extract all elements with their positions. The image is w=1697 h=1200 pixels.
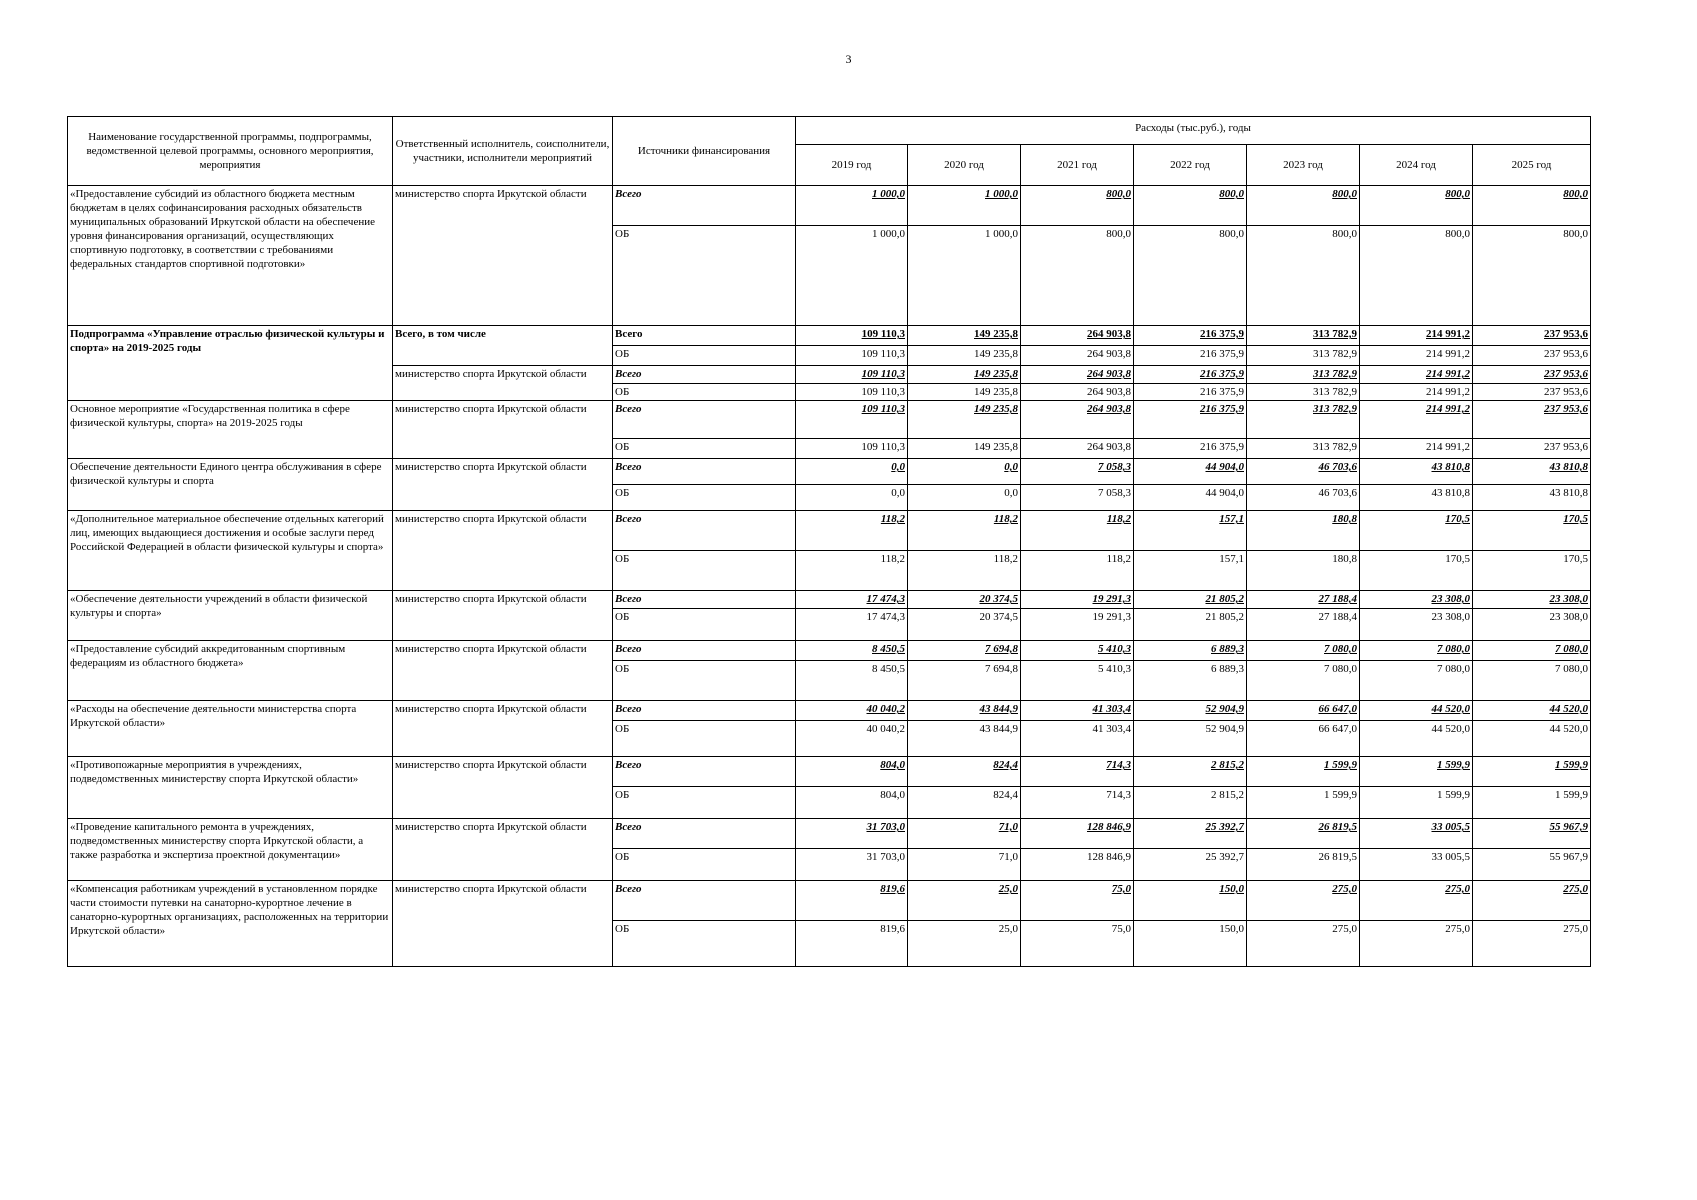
- value-total-cell: 275,0: [1247, 881, 1360, 921]
- value-total-cell: 6 889,3: [1134, 641, 1247, 661]
- value-total-cell: 819,6: [796, 881, 908, 921]
- value-ob-cell: 264 903,8: [1021, 439, 1134, 459]
- value-total-cell: 714,3: [1021, 757, 1134, 787]
- table-row: [68, 701, 1591, 721]
- value-ob-cell: 216 375,9: [1134, 384, 1247, 401]
- value-total-cell: 7 694,8: [908, 641, 1021, 661]
- value-ob-cell: 7 058,3: [1021, 485, 1134, 511]
- value-ob-cell: 109 110,3: [796, 346, 908, 366]
- value-total-cell: 800,0: [1247, 186, 1360, 226]
- value-total-cell: 214 991,2: [1360, 366, 1473, 384]
- source-total: Всего: [613, 366, 796, 384]
- value-ob-cell: 216 375,9: [1134, 439, 1247, 459]
- source-total: Всего: [613, 186, 796, 226]
- row-executor: министерство спорта Иркутской области: [393, 511, 613, 591]
- source-ob: ОБ: [613, 485, 796, 511]
- source-ob: ОБ: [613, 346, 796, 366]
- value-ob-cell: 41 303,4: [1021, 721, 1134, 757]
- value-ob-cell: 40 040,2: [796, 721, 908, 757]
- value-total-cell: 31 703,0: [796, 819, 908, 849]
- value-ob-cell: 149 235,8: [908, 439, 1021, 459]
- value-total-cell: 109 110,3: [796, 326, 908, 346]
- value-total-cell: 25,0: [908, 881, 1021, 921]
- value-total-cell: 824,4: [908, 757, 1021, 787]
- table-body: [68, 186, 1591, 967]
- table-row: [68, 881, 1591, 921]
- value-ob-cell: 43 844,9: [908, 721, 1021, 757]
- source-total: Всего: [613, 819, 796, 849]
- value-ob-cell: 27 188,4: [1247, 609, 1360, 641]
- row-executor: министерство спорта Иркутской области: [393, 757, 613, 819]
- value-total-cell: 237 953,6: [1473, 326, 1591, 346]
- value-total-cell: 46 703,6: [1247, 459, 1360, 485]
- value-total-cell: 237 953,6: [1473, 366, 1591, 384]
- value-ob-cell: 6 889,3: [1134, 661, 1247, 701]
- header-year: 2023 год: [1247, 145, 1360, 186]
- value-total-cell: 71,0: [908, 819, 1021, 849]
- row-name: «Компенсация работникам учреждений в установленном порядке части стоимости путевки на санаторно-курортное лечение в санаторно-курортных организациях, расположенных на территории Иркутской области»: [68, 881, 393, 967]
- value-ob-cell: 214 991,2: [1360, 346, 1473, 366]
- value-total-cell: 1 000,0: [796, 186, 908, 226]
- value-total-cell: 1 599,9: [1360, 757, 1473, 787]
- value-ob-cell: 214 991,2: [1360, 439, 1473, 459]
- source-ob: ОБ: [613, 439, 796, 459]
- value-ob-cell: 157,1: [1134, 551, 1247, 591]
- value-total-cell: 43 844,9: [908, 701, 1021, 721]
- value-total-cell: 23 308,0: [1473, 591, 1591, 609]
- value-ob-cell: 44 520,0: [1360, 721, 1473, 757]
- value-total-cell: 21 805,2: [1134, 591, 1247, 609]
- value-total-cell: 170,5: [1360, 511, 1473, 551]
- value-total-cell: 8 450,5: [796, 641, 908, 661]
- value-total-cell: 26 819,5: [1247, 819, 1360, 849]
- value-ob-cell: 75,0: [1021, 921, 1134, 967]
- value-ob-cell: 8 450,5: [796, 661, 908, 701]
- value-total-cell: 5 410,3: [1021, 641, 1134, 661]
- source-ob: ОБ: [613, 384, 796, 401]
- table-row: [68, 591, 1591, 609]
- value-total-cell: 23 308,0: [1360, 591, 1473, 609]
- value-total-cell: 264 903,8: [1021, 326, 1134, 346]
- value-ob-cell: 5 410,3: [1021, 661, 1134, 701]
- value-total-cell: 118,2: [1021, 511, 1134, 551]
- table-row: [68, 641, 1591, 661]
- source-total: Всего: [613, 757, 796, 787]
- row-executor: министерство спорта Иркутской области: [393, 459, 613, 511]
- value-total-cell: 1 000,0: [908, 186, 1021, 226]
- value-ob-cell: 1 599,9: [1360, 787, 1473, 819]
- value-ob-cell: 109 110,3: [796, 384, 908, 401]
- row-executor: министерство спорта Иркутской области: [393, 641, 613, 701]
- value-ob-cell: 33 005,5: [1360, 849, 1473, 881]
- value-ob-cell: 46 703,6: [1247, 485, 1360, 511]
- source-ob: ОБ: [613, 661, 796, 701]
- value-ob-cell: 66 647,0: [1247, 721, 1360, 757]
- value-ob-cell: 313 782,9: [1247, 384, 1360, 401]
- value-ob-cell: 44 904,0: [1134, 485, 1247, 511]
- value-total-cell: 43 810,8: [1360, 459, 1473, 485]
- value-total-cell: 237 953,6: [1473, 401, 1591, 439]
- value-ob-cell: 264 903,8: [1021, 346, 1134, 366]
- value-total-cell: 313 782,9: [1247, 366, 1360, 384]
- value-ob-cell: 118,2: [796, 551, 908, 591]
- row-executor: министерство спорта Иркутской области: [393, 819, 613, 881]
- value-ob-cell: 55 967,9: [1473, 849, 1591, 881]
- value-ob-cell: 149 235,8: [908, 384, 1021, 401]
- value-ob-cell: 21 805,2: [1134, 609, 1247, 641]
- value-total-cell: 20 374,5: [908, 591, 1021, 609]
- source-ob: ОБ: [613, 609, 796, 641]
- value-ob-cell: 214 991,2: [1360, 384, 1473, 401]
- row-executor: министерство спорта Иркутской области: [393, 401, 613, 459]
- row-name: «Расходы на обеспечение деятельности министерства спорта Иркутской области»: [68, 701, 393, 757]
- source-ob: ОБ: [613, 849, 796, 881]
- value-ob-cell: 313 782,9: [1247, 439, 1360, 459]
- value-ob-cell: 275,0: [1473, 921, 1591, 967]
- value-ob-cell: 149 235,8: [908, 346, 1021, 366]
- header-year: 2024 год: [1360, 145, 1473, 186]
- value-total-cell: 7 080,0: [1360, 641, 1473, 661]
- header-row: [68, 117, 1591, 145]
- source-total: Всего: [613, 401, 796, 439]
- value-ob-cell: 237 953,6: [1473, 384, 1591, 401]
- value-total-cell: 800,0: [1134, 186, 1247, 226]
- table-row: [68, 819, 1591, 849]
- value-total-cell: 25 392,7: [1134, 819, 1247, 849]
- value-total-cell: 1 599,9: [1473, 757, 1591, 787]
- page-number: 3: [845, 52, 852, 66]
- row-name: Обеспечение деятельности Единого центра обслуживания в сфере физической культуры и спорта: [68, 459, 393, 511]
- header-executor: Ответственный исполнитель, соисполнители, участники, исполнители мероприятий: [393, 117, 613, 186]
- value-total-cell: 216 375,9: [1134, 366, 1247, 384]
- row-executor: Всего, в том числе: [393, 326, 613, 366]
- value-ob-cell: 44 520,0: [1473, 721, 1591, 757]
- source-total: Всего: [613, 641, 796, 661]
- value-total-cell: 216 375,9: [1134, 401, 1247, 439]
- value-total-cell: 800,0: [1021, 186, 1134, 226]
- value-total-cell: 275,0: [1360, 881, 1473, 921]
- value-ob-cell: 819,6: [796, 921, 908, 967]
- value-total-cell: 66 647,0: [1247, 701, 1360, 721]
- value-ob-cell: 800,0: [1021, 226, 1134, 326]
- row-name: «Дополнительное материальное обеспечение отдельных категорий лиц, имеющих выдающиеся достижения и особые заслуги перед Российской Федерацией в области физической культуры и спорта»: [68, 511, 393, 591]
- value-ob-cell: 0,0: [796, 485, 908, 511]
- value-ob-cell: 180,8: [1247, 551, 1360, 591]
- value-total-cell: 128 846,9: [1021, 819, 1134, 849]
- value-ob-cell: 23 308,0: [1473, 609, 1591, 641]
- value-ob-cell: 237 953,6: [1473, 346, 1591, 366]
- value-total-cell: 7 058,3: [1021, 459, 1134, 485]
- value-total-cell: 109 110,3: [796, 366, 908, 384]
- value-total-cell: 170,5: [1473, 511, 1591, 551]
- source-total: Всего: [613, 511, 796, 551]
- value-ob-cell: 264 903,8: [1021, 384, 1134, 401]
- source-total: Всего: [613, 326, 796, 346]
- value-total-cell: 313 782,9: [1247, 401, 1360, 439]
- value-total-cell: 44 520,0: [1473, 701, 1591, 721]
- value-total-cell: 264 903,8: [1021, 401, 1134, 439]
- row-name: «Предоставление субсидий из областного бюджета местным бюджетам в целях софинансирования расходных обязательств муниципальных образований Иркутской области на обеспечение уровня финансирования организаций, осуществляющих спортивную подготовку, в соответствии с требованиями федеральных стандартов спортивной подготовки»: [68, 186, 393, 326]
- source-ob: ОБ: [613, 921, 796, 967]
- value-total-cell: 214 991,2: [1360, 326, 1473, 346]
- value-ob-cell: 1 599,9: [1247, 787, 1360, 819]
- value-total-cell: 40 040,2: [796, 701, 908, 721]
- value-ob-cell: 1 599,9: [1473, 787, 1591, 819]
- value-ob-cell: 19 291,3: [1021, 609, 1134, 641]
- header-year: 2019 год: [796, 145, 908, 186]
- value-total-cell: 118,2: [908, 511, 1021, 551]
- source-ob: ОБ: [613, 551, 796, 591]
- value-total-cell: 0,0: [796, 459, 908, 485]
- source-total: Всего: [613, 459, 796, 485]
- value-ob-cell: 52 904,9: [1134, 721, 1247, 757]
- value-ob-cell: 43 810,8: [1473, 485, 1591, 511]
- value-ob-cell: 800,0: [1473, 226, 1591, 326]
- row-executor: министерство спорта Иркутской области: [393, 881, 613, 967]
- value-ob-cell: 2 815,2: [1134, 787, 1247, 819]
- header-name: Наименование государственной программы, подпрограммы, ведомственной целевой программы, основного мероприятия, мероприятия: [68, 117, 393, 186]
- value-ob-cell: 275,0: [1247, 921, 1360, 967]
- value-ob-cell: 128 846,9: [1021, 849, 1134, 881]
- header-year: 2022 год: [1134, 145, 1247, 186]
- header-source: Источники финансирования: [613, 117, 796, 186]
- value-ob-cell: 800,0: [1360, 226, 1473, 326]
- value-total-cell: 52 904,9: [1134, 701, 1247, 721]
- value-ob-cell: 118,2: [908, 551, 1021, 591]
- table-row: [68, 186, 1591, 226]
- header-year: 2021 год: [1021, 145, 1134, 186]
- value-total-cell: 118,2: [796, 511, 908, 551]
- value-total-cell: 264 903,8: [1021, 366, 1134, 384]
- value-total-cell: 75,0: [1021, 881, 1134, 921]
- value-ob-cell: 1 000,0: [796, 226, 908, 326]
- value-ob-cell: 23 308,0: [1360, 609, 1473, 641]
- table-row: [68, 401, 1591, 439]
- value-total-cell: 109 110,3: [796, 401, 908, 439]
- value-ob-cell: 275,0: [1360, 921, 1473, 967]
- value-total-cell: 275,0: [1473, 881, 1591, 921]
- row-executor: министерство спорта Иркутской области: [393, 186, 613, 326]
- value-total-cell: 313 782,9: [1247, 326, 1360, 346]
- value-ob-cell: 20 374,5: [908, 609, 1021, 641]
- table-row: [68, 459, 1591, 485]
- source-ob: ОБ: [613, 721, 796, 757]
- value-ob-cell: 800,0: [1134, 226, 1247, 326]
- value-total-cell: 2 815,2: [1134, 757, 1247, 787]
- value-total-cell: 804,0: [796, 757, 908, 787]
- value-total-cell: 55 967,9: [1473, 819, 1591, 849]
- value-ob-cell: 17 474,3: [796, 609, 908, 641]
- row-name: «Обеспечение деятельности учреждений в области физической культуры и спорта»: [68, 591, 393, 641]
- value-total-cell: 41 303,4: [1021, 701, 1134, 721]
- value-total-cell: 149 235,8: [908, 326, 1021, 346]
- source-total: Всего: [613, 881, 796, 921]
- value-total-cell: 214 991,2: [1360, 401, 1473, 439]
- table-row: [68, 757, 1591, 787]
- value-ob-cell: 118,2: [1021, 551, 1134, 591]
- value-ob-cell: 150,0: [1134, 921, 1247, 967]
- source-total: Всего: [613, 591, 796, 609]
- source-total: Всего: [613, 701, 796, 721]
- value-ob-cell: 714,3: [1021, 787, 1134, 819]
- value-ob-cell: 7 080,0: [1473, 661, 1591, 701]
- value-total-cell: 149 235,8: [908, 401, 1021, 439]
- value-total-cell: 150,0: [1134, 881, 1247, 921]
- value-ob-cell: 1 000,0: [908, 226, 1021, 326]
- value-ob-cell: 7 694,8: [908, 661, 1021, 701]
- value-ob-cell: 25 392,7: [1134, 849, 1247, 881]
- value-total-cell: 149 235,8: [908, 366, 1021, 384]
- table-row: [68, 326, 1591, 346]
- row-name: «Противопожарные мероприятия в учреждениях, подведомственных министерству спорта Иркутской области»: [68, 757, 393, 819]
- value-total-cell: 19 291,3: [1021, 591, 1134, 609]
- value-total-cell: 33 005,5: [1360, 819, 1473, 849]
- value-ob-cell: 31 703,0: [796, 849, 908, 881]
- row-executor: министерство спорта Иркутской области: [393, 701, 613, 757]
- value-ob-cell: 170,5: [1360, 551, 1473, 591]
- value-ob-cell: 170,5: [1473, 551, 1591, 591]
- value-total-cell: 7 080,0: [1473, 641, 1591, 661]
- row-name: Основное мероприятие «Государственная политика в сфере физической культуры, спорта» на 2019-2025 годы: [68, 401, 393, 459]
- value-ob-cell: 25,0: [908, 921, 1021, 967]
- value-total-cell: 17 474,3: [796, 591, 908, 609]
- value-ob-cell: 800,0: [1247, 226, 1360, 326]
- header-year: 2020 год: [908, 145, 1021, 186]
- value-total-cell: 0,0: [908, 459, 1021, 485]
- row-name: Подпрограмма «Управление отраслью физической культуры и спорта» на 2019-2025 годы: [68, 326, 393, 401]
- value-total-cell: 800,0: [1360, 186, 1473, 226]
- value-total-cell: 157,1: [1134, 511, 1247, 551]
- row-executor: министерство спорта Иркутской области: [393, 591, 613, 641]
- value-total-cell: 216 375,9: [1134, 326, 1247, 346]
- value-ob-cell: 109 110,3: [796, 439, 908, 459]
- value-total-cell: 43 810,8: [1473, 459, 1591, 485]
- source-ob: ОБ: [613, 787, 796, 819]
- value-ob-cell: 26 819,5: [1247, 849, 1360, 881]
- table-row: [68, 511, 1591, 551]
- budget-table: [67, 116, 1591, 967]
- row-name: «Проведение капитального ремонта в учреждениях, подведомственных министерству спорта Иркутской области, а также разработка и экспертиза проектной документации»: [68, 819, 393, 881]
- value-ob-cell: 824,4: [908, 787, 1021, 819]
- value-ob-cell: 7 080,0: [1360, 661, 1473, 701]
- source-ob: ОБ: [613, 226, 796, 326]
- value-ob-cell: 71,0: [908, 849, 1021, 881]
- value-ob-cell: 313 782,9: [1247, 346, 1360, 366]
- value-total-cell: 800,0: [1473, 186, 1591, 226]
- value-ob-cell: 0,0: [908, 485, 1021, 511]
- header-expenses: Расходы (тыс.руб.), годы: [796, 117, 1591, 145]
- row-name: «Предоставление субсидий аккредитованным спортивным федерациям из областного бюджета»: [68, 641, 393, 701]
- value-ob-cell: 804,0: [796, 787, 908, 819]
- value-total-cell: 27 188,4: [1247, 591, 1360, 609]
- value-ob-cell: 237 953,6: [1473, 439, 1591, 459]
- header-year: 2025 год: [1473, 145, 1591, 186]
- value-total-cell: 7 080,0: [1247, 641, 1360, 661]
- value-ob-cell: 7 080,0: [1247, 661, 1360, 701]
- value-ob-cell: 43 810,8: [1360, 485, 1473, 511]
- value-total-cell: 1 599,9: [1247, 757, 1360, 787]
- value-total-cell: 44 520,0: [1360, 701, 1473, 721]
- row-executor: министерство спорта Иркутской области: [393, 366, 613, 401]
- value-total-cell: 180,8: [1247, 511, 1360, 551]
- value-ob-cell: 216 375,9: [1134, 346, 1247, 366]
- value-total-cell: 44 904,0: [1134, 459, 1247, 485]
